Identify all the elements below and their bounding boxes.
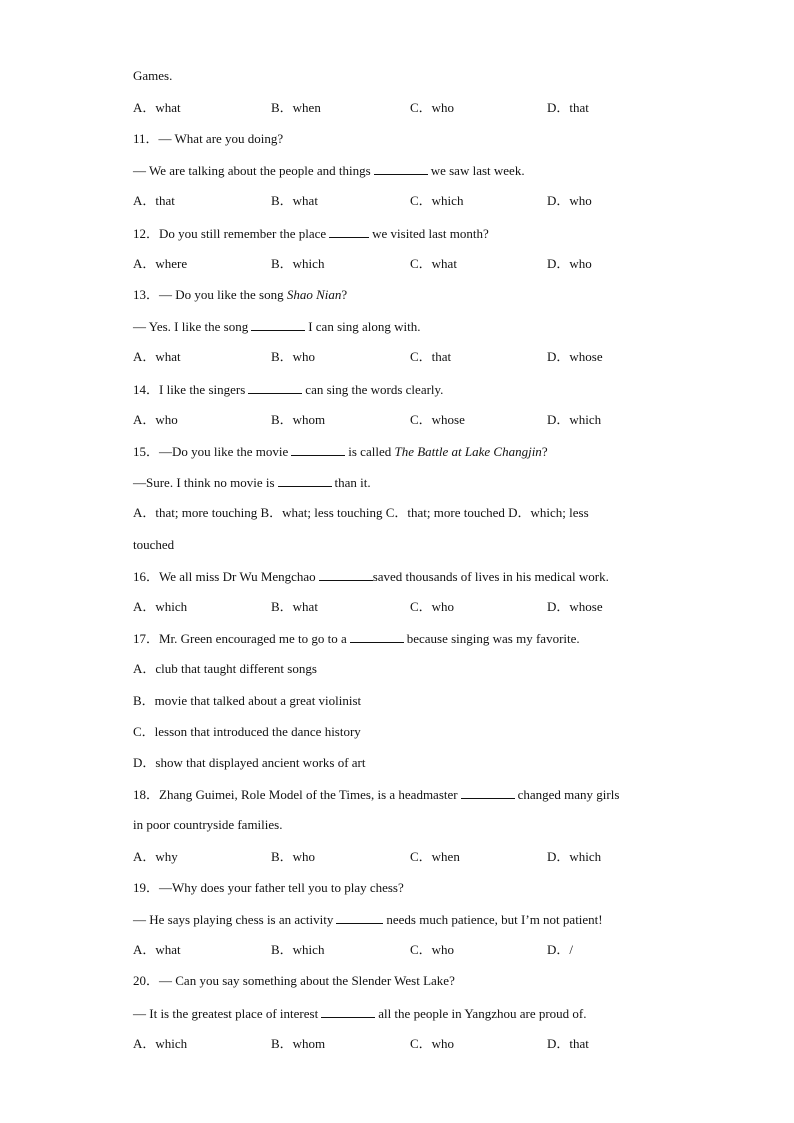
q12-stem-part-b: we visited last month?: [372, 226, 489, 241]
q20-dialogue-part-a: — It is the greatest place of interest: [133, 1006, 319, 1021]
q17-stem: [133, 630, 580, 647]
q15-options: A．that; more touching B．what; less touching C．that; more touched D．which; less: [133, 505, 589, 520]
q10-option-c: C．who: [410, 100, 455, 115]
q14-option-d: D．which: [547, 412, 602, 427]
q15-dialogue-part-a: —Sure. I think no movie is: [133, 475, 275, 490]
q16-stem-part-b: saved thousands of lives in his medical work.: [372, 569, 609, 584]
q12-stem-part-a: 12．Do you still remember the place: [133, 226, 327, 241]
q14-stem-part-b: can sing the words clearly.: [305, 382, 444, 397]
q19-option-b: B．which: [271, 942, 325, 957]
q20-option-c: C．who: [410, 1036, 455, 1051]
q20-option-d: D．that: [547, 1036, 589, 1051]
q14-option-a: A．who: [133, 412, 178, 427]
q20-option-b: B．whom: [271, 1036, 326, 1051]
answer-blank: [329, 225, 369, 238]
q16-option-a: A．which: [133, 599, 188, 614]
q20-stem: 20．— Can you say something about the Slender West Lake?: [133, 973, 455, 988]
q13-dialogue-part-b: I can sing along with.: [308, 319, 421, 334]
q13-stem-part-b: ?: [341, 287, 348, 302]
q15-options-continued: touched: [133, 537, 175, 552]
q13-dialogue: [133, 318, 421, 335]
q11-option-d: D．who: [547, 193, 592, 208]
q11-option-c: C．which: [410, 193, 464, 208]
q12-stem: [133, 225, 489, 242]
q18-option-b: B．who: [271, 849, 316, 864]
q17-option-d: D．show that displayed ancient works of art: [133, 755, 366, 770]
q13-song-title: Shao Nian: [286, 287, 342, 302]
q14-option-b: B．whom: [271, 412, 326, 427]
q20-dialogue-part-b: all the people in Yangzhou are proud of.: [378, 1006, 587, 1021]
q18-option-c: C．when: [410, 849, 460, 864]
q12-option-b: B．which: [271, 256, 325, 271]
q18-stem-part-b: changed many girls: [517, 787, 620, 802]
q16-stem: [133, 568, 609, 585]
q16-option-d: D．whose: [547, 599, 603, 614]
answer-blank: [350, 630, 404, 643]
q15-dialogue-part-b: than it.: [334, 475, 371, 490]
q15-stem-part-a: 15．—Do you like the movie: [133, 444, 289, 459]
q13-option-b: B．who: [271, 349, 316, 364]
answer-blank: [319, 568, 373, 581]
q10-option-d: D．that: [547, 100, 589, 115]
q17-option-b: B．movie that talked about a great violinist: [133, 693, 362, 708]
answer-blank: [248, 381, 302, 394]
q15-stem-part-c: ?: [541, 444, 548, 459]
q18-stem: [133, 786, 619, 803]
q19-dialogue: [133, 911, 603, 928]
q12-option-c: C．what: [410, 256, 457, 271]
q16-option-c: C．who: [410, 599, 455, 614]
q18-option-d: D．which: [547, 849, 602, 864]
q19-dialogue-part-a: — He says playing chess is an activity: [133, 912, 334, 927]
answer-blank: [374, 162, 428, 175]
q16-option-b: B．what: [271, 599, 318, 614]
q13-stem-part-a: 13．— Do you like the song: [133, 287, 287, 302]
q11-dialogue: [133, 162, 525, 179]
q11-option-b: B．what: [271, 193, 318, 208]
q17-option-c: C．lesson that introduced the dance history: [133, 724, 361, 739]
q18-stem-continued: in poor countryside families.: [133, 817, 283, 832]
q12-option-d: D．who: [547, 256, 592, 271]
q14-stem-part-a: 14．I like the singers: [133, 382, 246, 397]
answer-blank: [291, 443, 345, 456]
q13-stem: [133, 287, 347, 303]
q10-option-b: B．when: [271, 100, 321, 115]
answer-blank: [278, 474, 332, 487]
q19-option-c: C．who: [410, 942, 455, 957]
q11-option-a: A．that: [133, 193, 175, 208]
q13-dialogue-part-a: — Yes. I like the song: [133, 319, 249, 334]
q13-option-a: A．what: [133, 349, 181, 364]
q10-option-a: A．what: [133, 100, 181, 115]
q14-stem: [133, 381, 443, 398]
q11-dialogue-part-a: — We are talking about the people and things: [133, 163, 371, 178]
q19-stem: 19．—Why does your father tell you to play chess?: [133, 880, 404, 895]
q17-stem-part-b: because singing was my favorite.: [406, 631, 580, 646]
q15-dialogue: [133, 474, 371, 491]
q15-movie-title: The Battle at Lake Changjin: [394, 444, 542, 459]
q20-dialogue: [133, 1005, 587, 1022]
q11-stem: 11．— What are you doing?: [133, 131, 284, 146]
q20-option-a: A．which: [133, 1036, 188, 1051]
q14-option-c: C．whose: [410, 412, 465, 427]
q16-stem-part-a: 16．We all miss Dr Wu Mengchao: [133, 569, 316, 584]
q19-option-a: A．what: [133, 942, 181, 957]
answer-blank: [461, 786, 515, 799]
q13-option-d: D．whose: [547, 349, 603, 364]
q13-option-c: C．that: [410, 349, 452, 364]
q19-option-d: D．/: [547, 942, 574, 957]
q19-dialogue-part-b: needs much patience, but I’m not patient!: [386, 912, 603, 927]
answer-blank: [251, 318, 305, 331]
q18-stem-part-a: 18．Zhang Guimei, Role Model of the Times, is a headmaster: [133, 787, 458, 802]
q17-option-a: A．club that taught different songs: [133, 661, 317, 676]
q17-stem-part-a: 17．Mr. Green encouraged me to go to a: [133, 631, 347, 646]
answer-blank: [336, 911, 383, 924]
q15-stem-part-b: is called: [348, 444, 395, 459]
q18-option-a: A．why: [133, 849, 178, 864]
q12-option-a: A．where: [133, 256, 188, 271]
q11-dialogue-part-b: we saw last week.: [430, 163, 525, 178]
q10-stem-tail: Games.: [133, 68, 173, 83]
answer-blank: [321, 1005, 375, 1018]
q15-stem: [133, 443, 548, 460]
